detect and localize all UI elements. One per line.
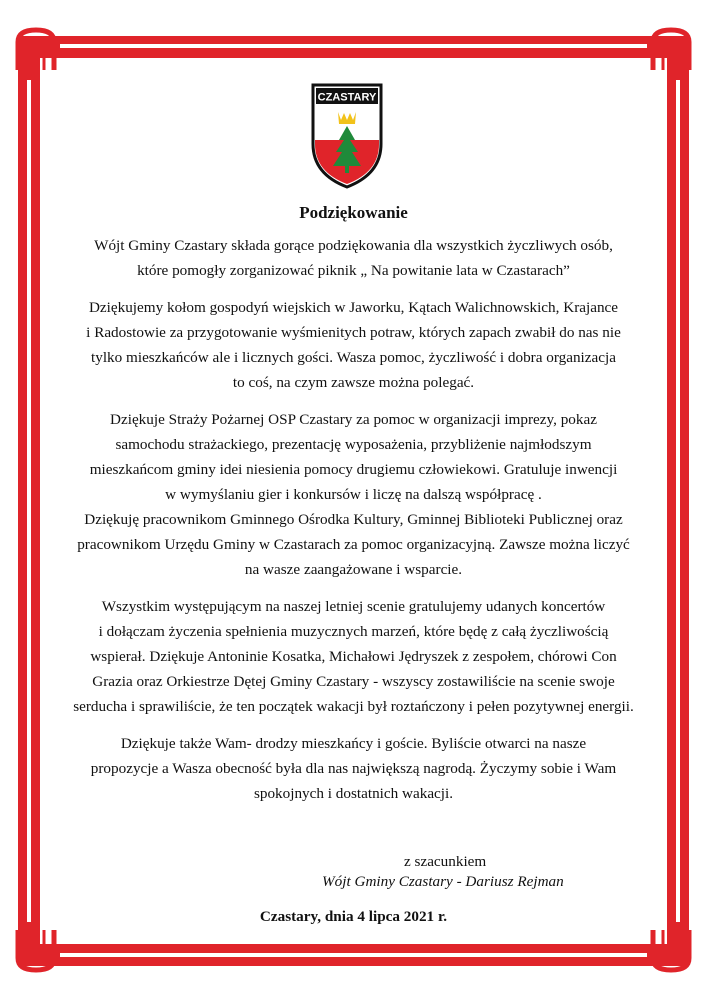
text-line: tylko mieszkańców ale i licznych gości. Wasza pomoc, życzliwość i dobra organizacja [91, 349, 616, 366]
text-line: Dziękuje także Wam- drodzy mieszkańcy i goście. Byliście otwarci na nasze [120, 735, 587, 752]
crest-text: CZASTARY [317, 91, 377, 104]
paragraph-1 [70, 233, 637, 283]
text-line: które pomogły zorganizować piknik „ Na powitanie lata w Czastarach” [137, 262, 570, 279]
text-line: propozycje a Wasza obecność była dla nas największą nagrodą. Życzymy sobie i Wam [90, 760, 617, 777]
signature-name: Wójt Gminy Czastary - Dariusz Rejman [322, 873, 564, 890]
paragraph-3 [70, 407, 637, 582]
paragraph-5 [70, 731, 637, 806]
corner-ornament-icon [647, 928, 695, 976]
text-line: i Radostowie za przygotowanie wyśmienitych potraw, których zapach zwabił do nas nie [86, 324, 621, 341]
paragraph-2 [70, 295, 637, 395]
signature-greeting: z szacunkiem [404, 853, 487, 870]
text-line: samochodu strażackiego, prezentację wyposażenia, przybliżenie najmłodszym [115, 436, 592, 453]
letter-body [70, 200, 637, 818]
corner-ornament-icon [647, 24, 695, 72]
text-line: Wójt Gminy Czastary składa gorące podziękowania dla wszystkich życzliwych osób, [94, 237, 613, 254]
text-line: pracownikom Urzędu Gminy w Czastarach za pomoc organizacyjną. Zawsze można liczyć [77, 536, 630, 553]
frame-top-gap [60, 44, 647, 48]
text-line: Dziękuję pracownikom Gminnego Ośrodka Kultury, Gminnej Biblioteki Publicznej oraz [84, 511, 623, 528]
text-line: serducha i sprawiliście, że ten początek wakacji był roztańczony i pełen pozytywnej energii. [73, 698, 634, 715]
paragraph-4 [70, 594, 637, 719]
text-line: to coś, na czym zawsze można polegać. [232, 374, 475, 391]
text-line: Grazia oraz Orkiestrze Dętej Gminy Czastary - wszyscy zostawiliście na scenie swoje [92, 673, 615, 690]
text-line: Dziękujemy kołom gospodyń wiejskich w Jaworku, Kątach Walichnowskich, Krajance [88, 299, 619, 316]
letter-title: Podziękowanie [299, 203, 408, 222]
corner-ornament-icon [12, 24, 60, 72]
frame-right-gap [676, 80, 680, 922]
coat-of-arms-icon [310, 82, 384, 190]
frame-left-gap [27, 80, 31, 922]
letter-date: Czastary, dnia 4 lipca 2021 r. [259, 908, 448, 925]
text-line: Dziękuje Straży Pożarnej OSP Czastary za pomoc w organizacji imprezy, pokaz [110, 411, 597, 428]
text-line: spokojnych i dostatnich wakacji. [253, 785, 454, 802]
frame-bottom-gap [60, 953, 647, 957]
text-line: na wasze zaangażowane i wsparcie. [244, 561, 463, 578]
corner-ornament-icon [12, 928, 60, 976]
text-line: mieszkańcom gminy idei niesienia pomocy drugiemu człowiekowi. Gratuluje inwencji [89, 461, 618, 478]
text-line: i dołączam życzenia spełnienia muzycznych marzeń, które będę z całą życzliwością [98, 623, 609, 640]
text-line: wspierał. Dziękuje Antoninie Kosatka, Michałowi Jędryszek z zespołem, chórowi Con [90, 648, 617, 665]
text-line: Wszystkim występującym na naszej letniej scenie gratulujemy udanych koncertów [101, 598, 606, 615]
text-line: w wymyślaniu gier i konkursów i liczę na dalszą współpracę . [165, 486, 542, 503]
signature-block [300, 852, 630, 892]
